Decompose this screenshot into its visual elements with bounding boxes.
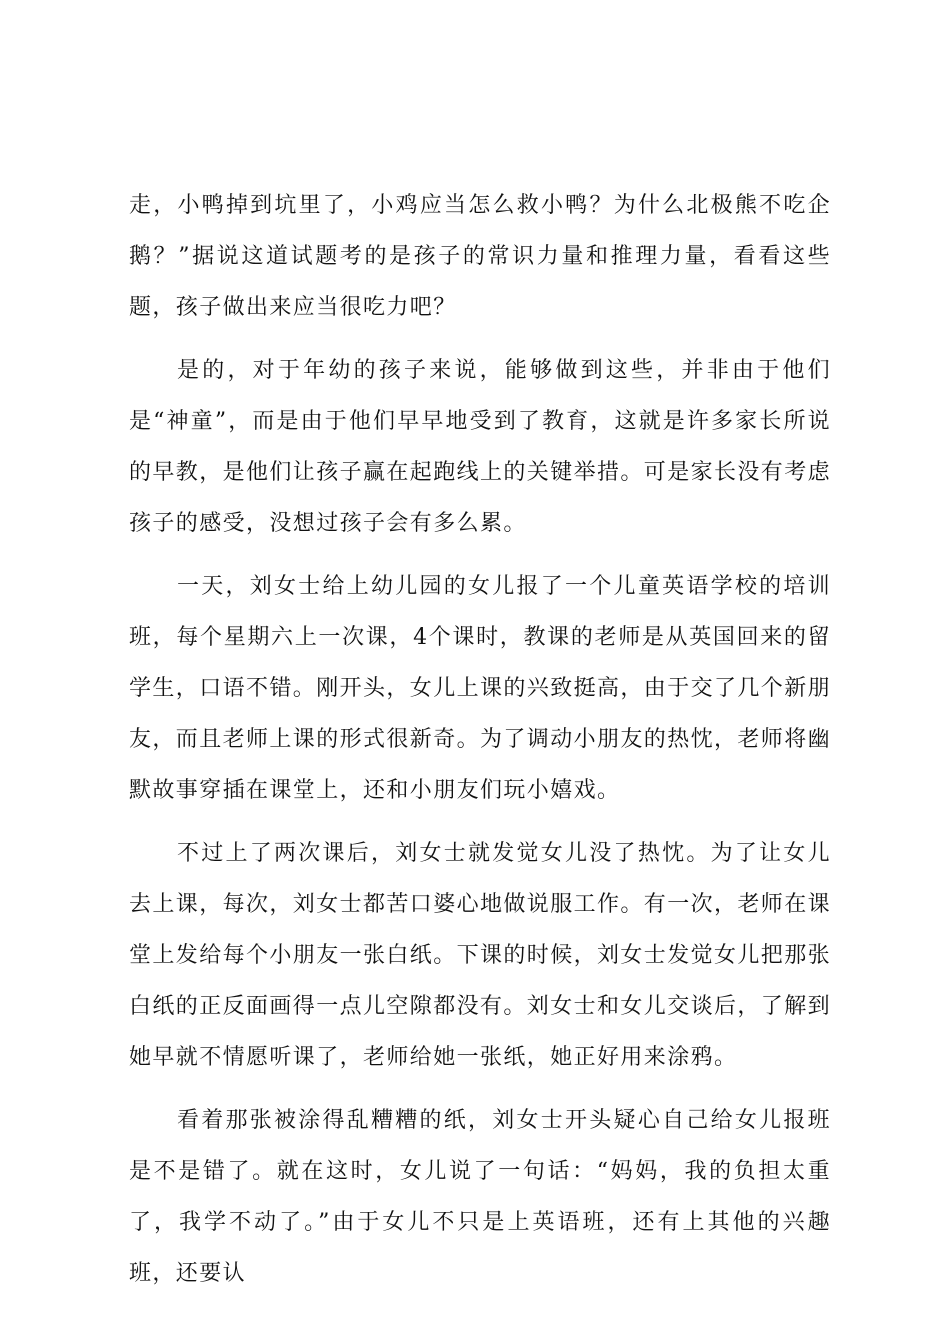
paragraph-5: 看着那张被涂得乱糟糟的纸，刘女士开头疑心自己给女儿报班是不是错了。就在这时，女儿说了一句话：“妈妈，我的负担太重了，我学不动了。”由于女儿不只是上英语班，还有上其他的兴趣班，还要认 — [129, 1108, 831, 1286]
paragraph-2: 是的，对于年幼的孩子来说，能够做到这些，并非由于他们是“神童”，而是由于他们早早地受到了教育，这就是许多家长所说的早教，是他们让孩子赢在起跑线上的关键举措。可是家长没有考虑孩子的感受，没想过孩子会有多么累。 — [129, 358, 832, 536]
paragraph-3: 一天，刘女士给上幼儿园的女儿报了一个儿童英语学校的培训班，每个星期六上一次课，4个课时，教课的老师是从英国回来的留学生，口语不错。刚开头，女儿上课的兴致挺高，由于交了几个新朋友，而且老师上课的形式很新奇。为了调动小朋友的热忱，老师将幽默故事穿插在课堂上，还和小朋友们玩小嬉戏。 — [129, 574, 832, 803]
document-body — [129, 180, 831, 1299]
paragraph-4: 不过上了两次课后，刘女士就发觉女儿没了热忱。为了让女儿去上课，每次，刘女士都苦口婆心地做说服工作。有一次，老师在课堂上发给每个小朋友一张白纸。下课的时候，刘女士发觉女儿把那张白纸的正反面画得一点儿空隙都没有。刘女士和女儿交谈后，了解到她早就不情愿听课了，老师给她一张纸，她正好用来涂鸦。 — [129, 841, 832, 1070]
paragraph-1: 走，小鸭掉到坑里了，小鸡应当怎么救小鸭？为什么北极熊不吃企鹅？”据说这道试题考的是孩子的常识力量和推理力量，看看这些题，孩子做出来应当很吃力吧？ — [129, 193, 831, 320]
